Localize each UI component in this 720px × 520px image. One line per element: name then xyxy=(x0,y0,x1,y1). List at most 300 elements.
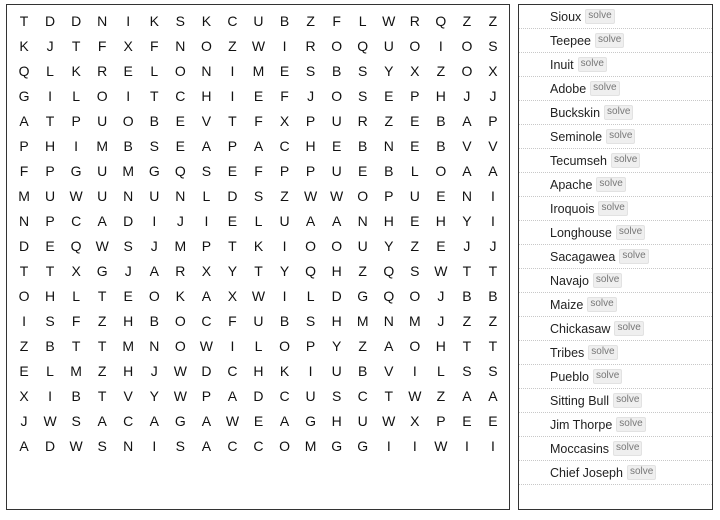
grid-letter-cell[interactable]: J xyxy=(176,212,184,229)
grid-letter-cell[interactable]: F xyxy=(254,112,263,129)
grid-letter-cell[interactable]: E xyxy=(410,112,420,129)
grid-letter-cell[interactable]: Z xyxy=(280,187,289,204)
grid-letter-cell[interactable]: J xyxy=(46,37,54,54)
grid-letter-cell[interactable]: M xyxy=(252,62,265,79)
grid-letter-cell[interactable]: V xyxy=(488,137,498,154)
solve-button[interactable]: solve xyxy=(616,225,645,240)
grid-letter-cell[interactable]: I xyxy=(230,62,235,79)
grid-letter-cell[interactable]: C xyxy=(123,412,134,429)
grid-letter-cell[interactable]: A xyxy=(19,437,29,454)
solve-button[interactable]: solve xyxy=(578,57,607,72)
grid-letter-cell[interactable]: I xyxy=(126,12,131,29)
grid-letter-cell[interactable]: J xyxy=(124,262,132,279)
grid-letter-cell[interactable]: G xyxy=(174,412,186,429)
grid-letter-cell[interactable]: I xyxy=(230,87,235,104)
grid-letter-cell[interactable]: B xyxy=(331,62,342,79)
grid-letter-cell[interactable]: H xyxy=(201,87,212,104)
grid-letter-cell[interactable]: U xyxy=(357,237,368,254)
grid-letter-cell[interactable]: Y xyxy=(331,337,342,354)
grid-letter-cell[interactable]: J xyxy=(463,237,471,254)
grid-letter-cell[interactable]: A xyxy=(201,287,212,304)
grid-letter-cell[interactable]: E xyxy=(436,187,446,204)
grid-letter-cell[interactable]: P xyxy=(305,112,316,129)
grid-letter-cell[interactable]: E xyxy=(410,137,420,154)
grid-letter-cell[interactable]: L xyxy=(46,62,54,79)
grid-letter-cell[interactable]: O xyxy=(409,37,421,54)
grid-letter-cell[interactable]: S xyxy=(45,312,55,329)
grid-letter-cell[interactable]: G xyxy=(357,287,369,304)
grid-letter-cell[interactable]: O xyxy=(122,112,134,129)
grid-letter-cell[interactable]: M xyxy=(174,237,187,254)
grid-letter-cell[interactable]: U xyxy=(149,187,160,204)
grid-letter-cell[interactable]: F xyxy=(19,162,29,179)
grid-letter-cell[interactable]: O xyxy=(435,162,447,179)
grid-letter-cell[interactable]: O xyxy=(174,62,186,79)
grid-letter-cell[interactable]: B xyxy=(279,12,290,29)
grid-letter-cell[interactable]: C xyxy=(357,387,368,404)
grid-letter-cell[interactable]: I xyxy=(491,187,495,204)
grid-letter-cell[interactable]: M xyxy=(356,312,369,329)
grid-letter-cell[interactable]: Z xyxy=(436,387,446,404)
grid-letter-cell[interactable]: P xyxy=(384,187,394,204)
grid-letter-cell[interactable]: O xyxy=(461,62,473,79)
solve-button[interactable]: solve xyxy=(616,417,645,432)
grid-letter-cell[interactable]: E xyxy=(227,162,238,179)
grid-letter-cell[interactable]: Q xyxy=(70,237,82,254)
grid-letter-cell[interactable]: C xyxy=(279,387,290,404)
grid-letter-cell[interactable]: T xyxy=(45,262,55,279)
grid-letter-cell[interactable]: L xyxy=(202,187,211,204)
grid-letter-cell[interactable]: B xyxy=(358,362,368,379)
grid-letter-cell[interactable]: T xyxy=(488,262,498,279)
grid-letter-cell[interactable]: B xyxy=(45,337,55,354)
grid-letter-cell[interactable]: C xyxy=(71,212,82,229)
grid-letter-cell[interactable]: F xyxy=(254,162,263,179)
grid-letter-cell[interactable]: L xyxy=(358,12,367,29)
grid-letter-cell[interactable]: L xyxy=(254,337,263,354)
grid-letter-cell[interactable]: H xyxy=(123,362,134,379)
grid-letter-cell[interactable]: O xyxy=(148,287,160,304)
grid-letter-cell[interactable]: A xyxy=(227,387,238,404)
grid-letter-cell[interactable]: S xyxy=(149,137,159,154)
grid-letter-cell[interactable]: A xyxy=(97,212,107,229)
grid-letter-cell[interactable]: O xyxy=(279,337,290,354)
grid-letter-cell[interactable]: T xyxy=(228,237,237,254)
grid-letter-cell[interactable]: U xyxy=(97,187,108,204)
grid-letter-cell[interactable]: S xyxy=(175,437,185,454)
grid-letter-cell[interactable]: N xyxy=(201,62,212,79)
grid-letter-cell[interactable]: P xyxy=(45,162,55,179)
grid-letter-cell[interactable]: M xyxy=(96,137,109,154)
grid-letter-cell[interactable]: W xyxy=(69,437,83,454)
grid-letter-cell[interactable]: Y xyxy=(462,212,472,229)
grid-letter-cell[interactable]: D xyxy=(71,12,82,29)
grid-letter-cell[interactable]: H xyxy=(123,312,134,329)
grid-letter-cell[interactable]: X xyxy=(71,262,81,279)
grid-letter-cell[interactable]: Z xyxy=(436,62,446,79)
grid-letter-cell[interactable]: E xyxy=(175,137,185,154)
grid-letter-cell[interactable]: O xyxy=(96,87,108,104)
grid-letter-cell[interactable]: R xyxy=(357,112,368,129)
grid-letter-cell[interactable]: A xyxy=(201,412,212,429)
grid-letter-cell[interactable]: W xyxy=(199,337,213,354)
solve-button[interactable]: solve xyxy=(598,201,627,216)
grid-letter-cell[interactable]: F xyxy=(228,312,237,329)
grid-letter-cell[interactable]: N xyxy=(383,137,394,154)
grid-letter-cell[interactable]: I xyxy=(22,312,26,329)
grid-letter-cell[interactable]: Z xyxy=(462,12,472,29)
grid-letter-cell[interactable]: S xyxy=(123,237,133,254)
grid-letter-cell[interactable]: I xyxy=(282,37,287,54)
grid-letter-cell[interactable]: T xyxy=(19,12,29,29)
grid-letter-cell[interactable]: I xyxy=(230,337,235,354)
grid-letter-cell[interactable]: I xyxy=(74,137,79,154)
grid-letter-cell[interactable]: S xyxy=(331,387,342,404)
grid-letter-cell[interactable]: O xyxy=(331,37,343,54)
grid-letter-cell[interactable]: I xyxy=(464,437,469,454)
grid-letter-cell[interactable]: T xyxy=(384,387,394,404)
grid-letter-cell[interactable]: X xyxy=(227,287,238,304)
grid-letter-cell[interactable]: W xyxy=(251,287,266,304)
grid-letter-cell[interactable]: E xyxy=(123,287,133,304)
grid-letter-cell[interactable]: L xyxy=(150,62,159,79)
grid-letter-cell[interactable]: P xyxy=(19,137,29,154)
grid-letter-cell[interactable]: Y xyxy=(149,387,159,404)
grid-letter-cell[interactable]: E xyxy=(436,237,446,254)
grid-letter-cell[interactable]: O xyxy=(279,437,290,454)
grid-letter-cell[interactable]: S xyxy=(358,87,368,104)
grid-letter-cell[interactable]: O xyxy=(357,187,369,204)
grid-letter-cell[interactable]: N xyxy=(123,437,134,454)
grid-letter-cell[interactable]: P xyxy=(227,137,238,154)
grid-letter-cell[interactable]: P xyxy=(488,112,498,129)
grid-letter-cell[interactable]: N xyxy=(18,212,30,229)
grid-letter-cell[interactable]: O xyxy=(409,337,421,354)
solve-button[interactable]: solve xyxy=(604,105,633,120)
grid-letter-cell[interactable]: I xyxy=(412,437,417,454)
grid-letter-cell[interactable]: T xyxy=(150,87,159,104)
grid-letter-cell[interactable]: Z xyxy=(488,12,498,29)
grid-letter-cell[interactable]: A xyxy=(384,337,394,354)
grid-letter-cell[interactable]: P xyxy=(305,162,316,179)
grid-letter-cell[interactable]: B xyxy=(462,287,472,304)
grid-letter-cell[interactable]: L xyxy=(410,162,419,179)
grid-letter-cell[interactable]: I xyxy=(491,212,495,229)
grid-letter-cell[interactable]: N xyxy=(357,212,368,229)
grid-letter-cell[interactable]: P xyxy=(71,112,81,129)
grid-letter-cell[interactable]: L xyxy=(436,362,445,379)
grid-letter-cell[interactable]: B xyxy=(358,137,368,154)
grid-letter-cell[interactable]: Z xyxy=(488,312,498,329)
grid-letter-cell[interactable]: D xyxy=(123,212,134,229)
grid-letter-cell[interactable]: V xyxy=(462,137,472,154)
grid-letter-cell[interactable]: S xyxy=(358,62,368,79)
grid-letter-cell[interactable]: A xyxy=(462,162,472,179)
grid-letter-cell[interactable]: I xyxy=(204,212,209,229)
grid-letter-cell[interactable]: T xyxy=(97,337,107,354)
grid-letter-cell[interactable]: R xyxy=(409,12,420,29)
grid-letter-cell[interactable]: L xyxy=(46,362,54,379)
grid-letter-cell[interactable]: W xyxy=(69,187,83,204)
grid-letter-cell[interactable]: Z xyxy=(19,337,29,354)
grid-letter-cell[interactable]: A xyxy=(462,112,472,129)
grid-letter-cell[interactable]: U xyxy=(97,162,108,179)
solve-button[interactable]: solve xyxy=(587,297,616,312)
grid-letter-cell[interactable]: U xyxy=(331,162,342,179)
grid-letter-cell[interactable]: S xyxy=(71,412,81,429)
grid-letter-cell[interactable]: S xyxy=(175,12,185,29)
solve-button[interactable]: solve xyxy=(614,321,643,336)
grid-letter-cell[interactable]: U xyxy=(409,187,420,204)
grid-letter-cell[interactable]: I xyxy=(386,437,391,454)
grid-letter-cell[interactable]: Q xyxy=(305,262,317,279)
grid-letter-cell[interactable]: R xyxy=(175,262,186,279)
grid-letter-cell[interactable]: N xyxy=(383,312,394,329)
grid-letter-cell[interactable]: T xyxy=(45,112,55,129)
grid-letter-cell[interactable]: W xyxy=(173,387,187,404)
grid-letter-cell[interactable]: F xyxy=(97,37,107,54)
grid-letter-cell[interactable]: M xyxy=(70,362,82,379)
grid-letter-cell[interactable]: H xyxy=(253,362,264,379)
grid-letter-cell[interactable]: E xyxy=(19,362,29,379)
grid-letter-cell[interactable]: B xyxy=(71,387,81,404)
grid-letter-cell[interactable]: X xyxy=(488,62,498,79)
grid-letter-cell[interactable]: G xyxy=(305,412,317,429)
grid-letter-cell[interactable]: O xyxy=(331,237,343,254)
grid-letter-cell[interactable]: U xyxy=(331,362,342,379)
grid-letter-cell[interactable]: E xyxy=(227,212,238,229)
letter-grid[interactable] xyxy=(11,8,506,508)
grid-letter-cell[interactable]: W xyxy=(43,412,57,429)
grid-letter-cell[interactable]: E xyxy=(253,87,264,104)
grid-letter-cell[interactable]: H xyxy=(305,137,316,154)
grid-letter-cell[interactable]: K xyxy=(279,362,290,379)
grid-letter-cell[interactable]: I xyxy=(48,87,53,104)
grid-letter-cell[interactable]: W xyxy=(434,262,448,279)
grid-letter-cell[interactable]: B xyxy=(149,312,159,329)
grid-letter-cell[interactable]: C xyxy=(227,362,238,379)
grid-letter-cell[interactable]: I xyxy=(282,287,287,304)
grid-letter-cell[interactable]: H xyxy=(435,87,446,104)
solve-button[interactable]: solve xyxy=(613,441,642,456)
grid-letter-cell[interactable]: A xyxy=(305,212,316,229)
grid-letter-cell[interactable]: T xyxy=(19,262,29,279)
grid-letter-cell[interactable]: S xyxy=(97,437,107,454)
grid-letter-cell[interactable]: A xyxy=(201,137,212,154)
grid-letter-cell[interactable]: J xyxy=(150,237,158,254)
solve-button[interactable]: solve xyxy=(593,369,622,384)
grid-letter-cell[interactable]: E xyxy=(384,87,394,104)
grid-letter-cell[interactable]: Q xyxy=(383,287,395,304)
grid-letter-cell[interactable]: O xyxy=(200,37,212,54)
solve-button[interactable]: solve xyxy=(595,33,624,48)
grid-letter-cell[interactable]: A xyxy=(462,387,472,404)
grid-letter-cell[interactable]: H xyxy=(331,312,342,329)
grid-letter-cell[interactable]: F xyxy=(332,12,341,29)
grid-letter-cell[interactable]: F xyxy=(150,37,159,54)
grid-letter-cell[interactable]: B xyxy=(436,112,446,129)
solve-button[interactable]: solve xyxy=(590,81,619,96)
grid-letter-cell[interactable]: T xyxy=(228,112,237,129)
grid-letter-cell[interactable]: L xyxy=(306,287,315,304)
grid-letter-cell[interactable]: Z xyxy=(306,12,315,29)
grid-letter-cell[interactable]: D xyxy=(18,237,30,254)
grid-letter-cell[interactable]: A xyxy=(331,212,342,229)
grid-letter-cell[interactable]: V xyxy=(384,362,394,379)
grid-letter-cell[interactable]: Y xyxy=(227,262,238,279)
grid-letter-cell[interactable]: J xyxy=(437,287,445,304)
grid-letter-cell[interactable]: Z xyxy=(358,262,367,279)
grid-letter-cell[interactable]: I xyxy=(48,387,53,404)
solve-button[interactable]: solve xyxy=(593,273,622,288)
grid-letter-cell[interactable]: B xyxy=(279,312,290,329)
grid-letter-cell[interactable]: T xyxy=(71,37,81,54)
grid-letter-cell[interactable]: Z xyxy=(97,362,107,379)
grid-letter-cell[interactable]: D xyxy=(227,187,238,204)
grid-letter-cell[interactable]: U xyxy=(279,212,290,229)
grid-letter-cell[interactable]: M xyxy=(304,437,317,454)
grid-letter-cell[interactable]: V xyxy=(123,387,133,404)
grid-letter-cell[interactable]: C xyxy=(201,312,212,329)
grid-letter-cell[interactable]: X xyxy=(279,112,290,129)
grid-letter-cell[interactable]: D xyxy=(331,287,342,304)
grid-letter-cell[interactable]: B xyxy=(436,137,446,154)
grid-letter-cell[interactable]: H xyxy=(45,137,56,154)
grid-letter-cell[interactable]: E xyxy=(253,412,264,429)
grid-letter-cell[interactable]: W xyxy=(225,412,240,429)
grid-letter-cell[interactable]: P xyxy=(305,337,316,354)
grid-letter-cell[interactable]: S xyxy=(253,187,264,204)
grid-letter-cell[interactable]: Y xyxy=(384,62,394,79)
grid-letter-cell[interactable]: Q xyxy=(174,162,186,179)
grid-letter-cell[interactable]: I xyxy=(126,87,131,104)
grid-letter-cell[interactable]: W xyxy=(303,187,318,204)
grid-letter-cell[interactable]: L xyxy=(72,87,81,104)
grid-letter-cell[interactable]: S xyxy=(305,62,316,79)
grid-letter-cell[interactable]: W xyxy=(330,187,344,204)
grid-letter-cell[interactable]: H xyxy=(45,287,56,304)
grid-letter-cell[interactable]: T xyxy=(71,337,81,354)
grid-letter-cell[interactable]: M xyxy=(18,187,30,204)
grid-letter-cell[interactable]: E xyxy=(358,162,368,179)
grid-letter-cell[interactable]: F xyxy=(280,87,289,104)
grid-letter-cell[interactable]: K xyxy=(71,62,81,79)
grid-letter-cell[interactable]: I xyxy=(308,362,313,379)
grid-letter-cell[interactable]: Q xyxy=(383,262,395,279)
grid-letter-cell[interactable]: B xyxy=(123,137,133,154)
grid-letter-cell[interactable]: T xyxy=(462,262,472,279)
grid-letter-cell[interactable]: W xyxy=(173,362,187,379)
grid-letter-cell[interactable]: E xyxy=(488,412,498,429)
grid-letter-cell[interactable]: E xyxy=(123,62,133,79)
grid-letter-cell[interactable]: Q xyxy=(18,62,30,79)
grid-letter-cell[interactable]: A xyxy=(97,412,107,429)
grid-letter-cell[interactable]: U xyxy=(383,37,394,54)
solve-button[interactable]: solve xyxy=(585,9,614,24)
grid-letter-cell[interactable]: Z xyxy=(97,312,107,329)
grid-letter-cell[interactable]: K xyxy=(201,12,212,29)
grid-letter-cell[interactable]: C xyxy=(279,137,290,154)
grid-letter-cell[interactable]: A xyxy=(149,412,159,429)
grid-letter-cell[interactable]: Z xyxy=(462,312,472,329)
grid-letter-cell[interactable]: S xyxy=(462,362,472,379)
grid-letter-cell[interactable]: W xyxy=(434,437,448,454)
solve-button[interactable]: solve xyxy=(596,177,625,192)
grid-letter-cell[interactable]: C xyxy=(227,12,238,29)
grid-letter-cell[interactable]: S xyxy=(488,37,498,54)
grid-letter-cell[interactable]: E xyxy=(410,212,420,229)
grid-letter-cell[interactable]: U xyxy=(357,412,368,429)
grid-letter-cell[interactable]: G xyxy=(18,87,30,104)
grid-letter-cell[interactable]: N xyxy=(175,187,186,204)
grid-letter-cell[interactable]: J xyxy=(489,87,497,104)
grid-letter-cell[interactable]: Z xyxy=(228,37,237,54)
grid-letter-cell[interactable]: E xyxy=(331,137,342,154)
grid-letter-cell[interactable]: Y xyxy=(279,262,290,279)
grid-letter-cell[interactable]: T xyxy=(488,337,498,354)
grid-letter-cell[interactable]: I xyxy=(152,437,157,454)
grid-letter-cell[interactable]: A xyxy=(149,262,159,279)
grid-letter-cell[interactable]: I xyxy=(412,362,417,379)
grid-letter-cell[interactable]: D xyxy=(45,12,56,29)
grid-letter-cell[interactable]: E xyxy=(462,412,472,429)
grid-letter-cell[interactable]: N xyxy=(97,12,108,29)
grid-letter-cell[interactable]: G xyxy=(96,262,108,279)
grid-letter-cell[interactable]: Z xyxy=(358,337,367,354)
solve-button[interactable]: solve xyxy=(606,129,635,144)
grid-letter-cell[interactable]: C xyxy=(175,87,186,104)
grid-letter-cell[interactable]: U xyxy=(305,387,316,404)
grid-letter-cell[interactable]: A xyxy=(201,437,212,454)
grid-letter-cell[interactable]: P xyxy=(201,387,212,404)
grid-letter-cell[interactable]: J xyxy=(150,362,158,379)
grid-letter-cell[interactable]: J xyxy=(437,312,445,329)
grid-letter-cell[interactable]: O xyxy=(331,87,343,104)
grid-letter-cell[interactable]: H xyxy=(331,262,342,279)
grid-letter-cell[interactable]: O xyxy=(174,337,186,354)
solve-button[interactable]: solve xyxy=(627,465,656,480)
grid-letter-cell[interactable]: X xyxy=(123,37,133,54)
grid-letter-cell[interactable]: H xyxy=(383,212,394,229)
grid-letter-cell[interactable]: H xyxy=(331,412,342,429)
solve-button[interactable]: solve xyxy=(588,345,617,360)
grid-letter-cell[interactable]: A xyxy=(19,112,29,129)
grid-letter-cell[interactable]: S xyxy=(305,312,316,329)
grid-letter-cell[interactable]: K xyxy=(175,287,185,304)
grid-letter-cell[interactable]: T xyxy=(462,337,472,354)
grid-letter-cell[interactable]: L xyxy=(72,287,81,304)
grid-letter-cell[interactable]: X xyxy=(19,387,29,404)
grid-letter-cell[interactable]: U xyxy=(97,112,108,129)
grid-letter-cell[interactable]: O xyxy=(461,37,473,54)
grid-letter-cell[interactable]: R xyxy=(305,37,316,54)
grid-letter-cell[interactable]: P xyxy=(410,87,420,104)
grid-letter-cell[interactable]: E xyxy=(279,62,290,79)
grid-letter-cell[interactable]: N xyxy=(461,187,472,204)
grid-letter-cell[interactable]: U xyxy=(45,187,56,204)
grid-letter-cell[interactable]: T xyxy=(97,287,107,304)
grid-letter-cell[interactable]: M xyxy=(408,312,421,329)
grid-letter-cell[interactable]: T xyxy=(254,262,263,279)
grid-letter-cell[interactable]: S xyxy=(488,362,498,379)
grid-letter-cell[interactable]: J xyxy=(463,87,471,104)
grid-letter-cell[interactable]: I xyxy=(438,37,443,54)
grid-letter-cell[interactable]: G xyxy=(357,437,369,454)
grid-letter-cell[interactable]: M xyxy=(122,337,135,354)
grid-letter-cell[interactable]: I xyxy=(491,437,495,454)
grid-letter-cell[interactable]: W xyxy=(408,387,422,404)
grid-letter-cell[interactable]: N xyxy=(123,187,134,204)
